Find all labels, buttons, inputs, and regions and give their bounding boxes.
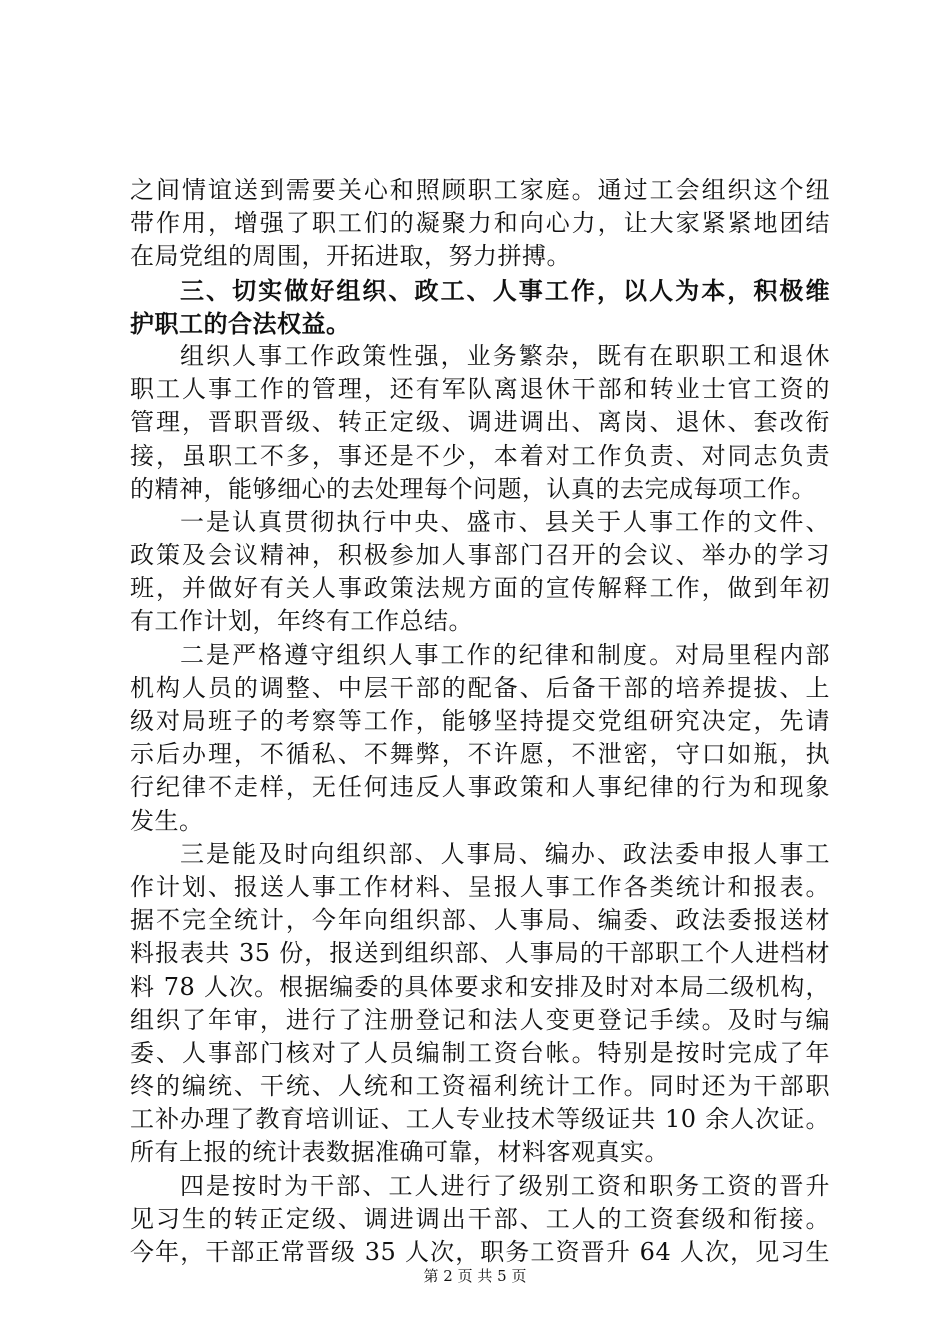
paragraph-line: 据不完全统计，今年向组织部、人事局、编委、政法委报送材 <box>130 906 830 935</box>
paragraph-line: 料报表共 35 份，报送到组织部、人事局的干部职工个人进档材 <box>130 939 830 968</box>
paragraph-line: 有工作计划，年终有工作总结。 <box>130 607 473 636</box>
paragraph-line: 所有上报的统计表数据准确可靠，材料客观真实。 <box>130 1138 669 1167</box>
page-footer: 第 2 页 共 5 页 <box>423 1267 527 1285</box>
body-text <box>130 174 830 1269</box>
paragraph-line: 见习生的转正定级、调进调出干部、工人的工资套级和衔接。 <box>130 1204 830 1233</box>
paragraph-line: 组织人事工作政策性强，业务繁杂，既有在职职工和退休 <box>180 341 830 370</box>
paragraph-line: 四是按时为干部、工人进行了级别工资和职务工资的晋升 <box>180 1171 830 1200</box>
paragraph-line: 级对局班子的考察等工作，能够坚持提交党组研究决定，先请 <box>130 707 830 735</box>
paragraph-line: 管理，晋职晋级、转正定级、调进调出、离岗、退休、套改衔 <box>130 408 830 437</box>
paragraph-line: 带作用，增强了职工们的凝聚力和向心力，让大家紧紧地团结 <box>130 209 830 238</box>
paragraph-line: 作计划、报送人事工作材料、呈报人事工作各类统计和报表。 <box>130 872 830 901</box>
paragraph-line: 工补办理了教育培训证、工人专业技术等级证共 10 余人次证。 <box>130 1105 830 1134</box>
paragraph-line: 政策及会议精神，积极参加人事部门召开的会议、举办的学习 <box>130 541 830 570</box>
paragraph-line: 班，并做好有关人事政策法规方面的宣传解释工作，做到年初 <box>130 574 830 603</box>
paragraph-line: 料 78 人次。根据编委的具体要求和安排及时对本局二级机构， <box>130 972 830 1001</box>
paragraph-line: 二是严格遵守组织人事工作的纪律和制度。对局里程内部 <box>180 640 830 669</box>
section-heading-line: 三、切实做好组织、政工、人事工作，以人为本，积极维 <box>180 275 830 305</box>
paragraph-line: 职工人事工作的管理，还有军队离退休干部和转业士官工资的 <box>130 375 830 404</box>
paragraph-line: 行纪律不走样，无任何违反人事政策和人事纪律的行为和现象 <box>130 773 830 802</box>
paragraph-line: 接，虽职工不多，事还是不少，本着对工作负责、对同志负责 <box>130 441 830 470</box>
paragraph-line: 发生。 <box>130 806 204 835</box>
paragraph-line: 三是能及时向组织部、人事局、编办、政法委申报人事工 <box>180 839 830 868</box>
paragraph-line: 委、人事部门核对了人员编制工资台帐。特别是按时完成了年 <box>130 1038 830 1067</box>
paragraph-line: 一是认真贯彻执行中央、盛市、县关于人事工作的文件、 <box>180 507 830 536</box>
paragraph-line: 之间情谊送到需要关心和照顾职工家庭。通过工会组织这个纽 <box>130 176 830 204</box>
paragraph-line: 在局党组的周围，开拓进取，努力拼搏。 <box>130 242 571 271</box>
section-heading-line: 护职工的合法权益。 <box>130 308 351 338</box>
paragraph-line: 组织了年审，进行了注册登记和法人变更登记手续。及时与编 <box>130 1005 830 1034</box>
paragraph-line: 终的编统、干统、人统和工资福利统计工作。同时还为干部职 <box>130 1072 830 1101</box>
paragraph-line: 的精神，能够细心的去处理每个问题，认真的去完成每项工作。 <box>130 474 816 503</box>
paragraph-line: 今年，干部正常晋级 35 人次，职务工资晋升 64 人次，见习生 <box>130 1238 830 1266</box>
paragraph-line: 示后办理，不循私、不舞弊，不许愿，不泄密，守口如瓶，执 <box>130 740 830 769</box>
paragraph-line: 机构人员的调整、中层干部的配备、后备干部的培养提拔、上 <box>130 673 830 702</box>
